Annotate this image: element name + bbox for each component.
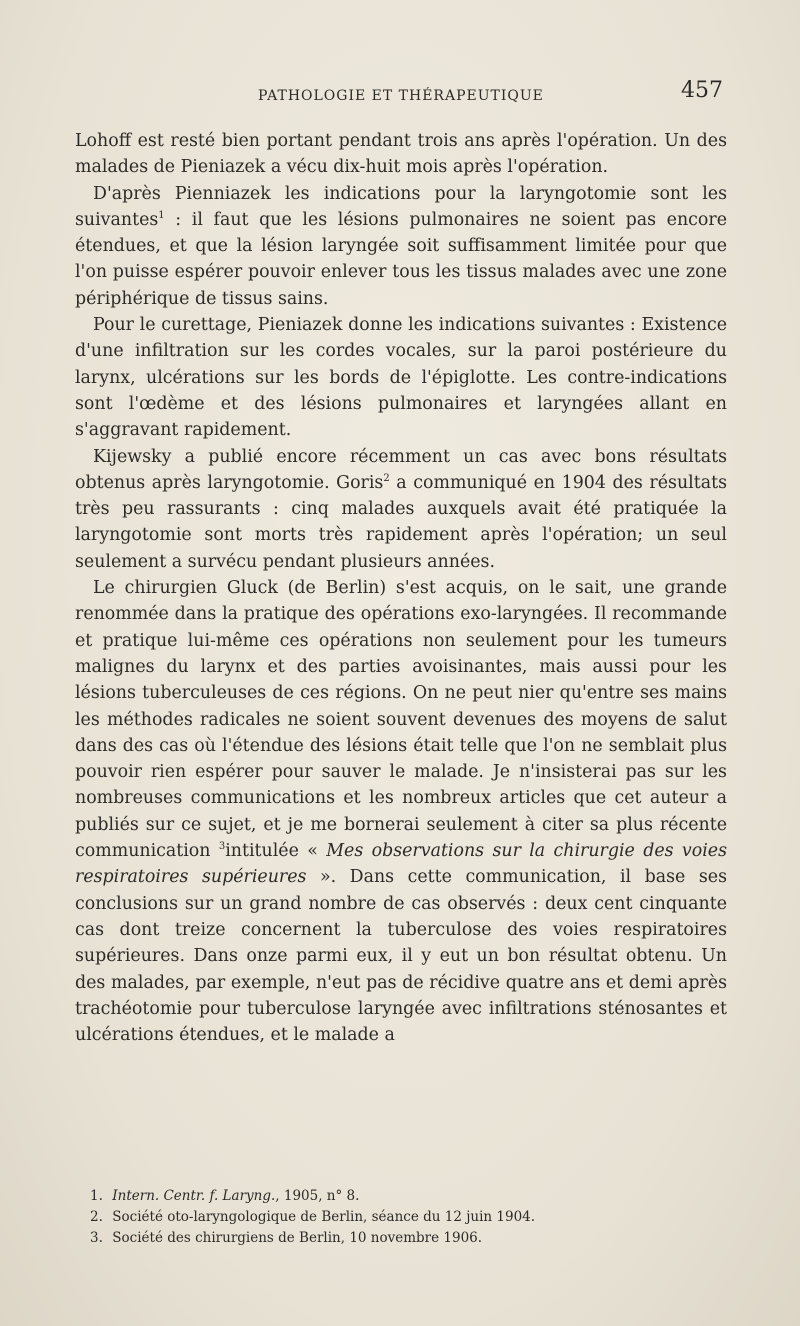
footnote-ref-2: 2 (383, 473, 390, 485)
page-header (0, 78, 800, 108)
paragraph-2: D'après Pienniazek les indications pour la laryngotomie sont les suivantes$^1$ : il faut que les lésions pulmonaires ne soient pas encore étendues, et que la lésion laryngée soit suffisamment limitée pour que l'on puisse espérer pouvoir enlever tous les tissus malades avec une zone périphérique de tissus sains. (75, 183, 727, 309)
footnote-3: 3. Société des chirurgiens de Berlin, 10 novembre 1906. (90, 1230, 483, 1246)
paragraph-4: Kijewsky a publié encore récemment un cas avec bons résultats obtenus après laryngotomie. Goris$^2$ a communiqué en 1904 des résultats très peu rassurants : cinq malades auxquels avait été pratiquée la laryngotomie sont morts très rapidement après l'opération; un seul seulement a survécu pendant plusieurs années. (75, 446, 727, 572)
footnote-source: Intern. Centr. f. Laryng. (112, 1188, 276, 1204)
footnote-ref-1: 1 (158, 210, 165, 222)
footnote-2: 2. Société oto-laryngologique de Berlin, séance du 12 juin 1904. (90, 1209, 536, 1225)
running-title: PATHOLOGIE ET THÉRAPEUTIQUE (258, 88, 544, 104)
paragraph-5: Le chirurgien Gluck (de Berlin) s'est acquis, on le sait, une grande renommée dans la pratique des opérations exo-laryngées. Il recommande et pratique lui-même ces opérations non seulement pour les tumeurs malignes du larynx et des parties avoisinantes, mais aussi pour les lésions tuberculeuses de ces régions. On ne peut nier qu'entre ses mains les méthodes radicales ne soient souvent devenues des moyens de salut dans des cas où l'étendue des lésions était telle que l'on ne semblait plus pouvoir rien espérer pour sauver le malade. Je n'insisterai pas sur les nombreuses communications et les nombreux articles que cet auteur a publiés sur ce sujet, et je me bornerai seulement à citer sa plus récente communication $^3$intitulée « Mes observations sur la chirurgie des voies respiratoires supérieures ». Dans cette communication, il base ses conclusions sur un grand nombre de cas observés : deux cent cinquante cas dont treize concernent la tuberculose des voies respiratoires supérieures. Dans onze parmi eux, il y eut un bon résultat obtenu. Un des malades, par exemple, n'eut pas de récidive quatre ans et demi après trachéotomie pour tuberculose laryngée avec infiltrations sténosantes et ulcérations étendues, et le malade a (75, 578, 728, 1046)
paragraph-1: Lohoff est resté bien portant pendant trois ans après l'opération. Un des malades de Pieniazek a vécu dix-huit mois après l'opération. (75, 131, 727, 178)
cited-title: Mes observations sur la chirurgie des voies respiratoires supérieures (75, 841, 727, 888)
footnotes (90, 1186, 730, 1249)
page-number: 457 (681, 78, 723, 103)
footnote-ref-3: 3 (218, 841, 226, 853)
main-text (75, 128, 727, 1048)
paragraph-3: Pour le curettage, Pieniazek donne les indications suivantes : Existence d'une infiltration sur les cordes vocales, sur la paroi postérieure du larynx, ulcérations sur les bords de l'épiglotte. Les contre-indications sont l'œdème et des lésions pulmonaires et laryngées allant en s'aggravant rapidement. (75, 315, 727, 441)
footnote-1: 1. Intern. Centr. f. Laryng., 1905, n° 8. (90, 1188, 360, 1204)
